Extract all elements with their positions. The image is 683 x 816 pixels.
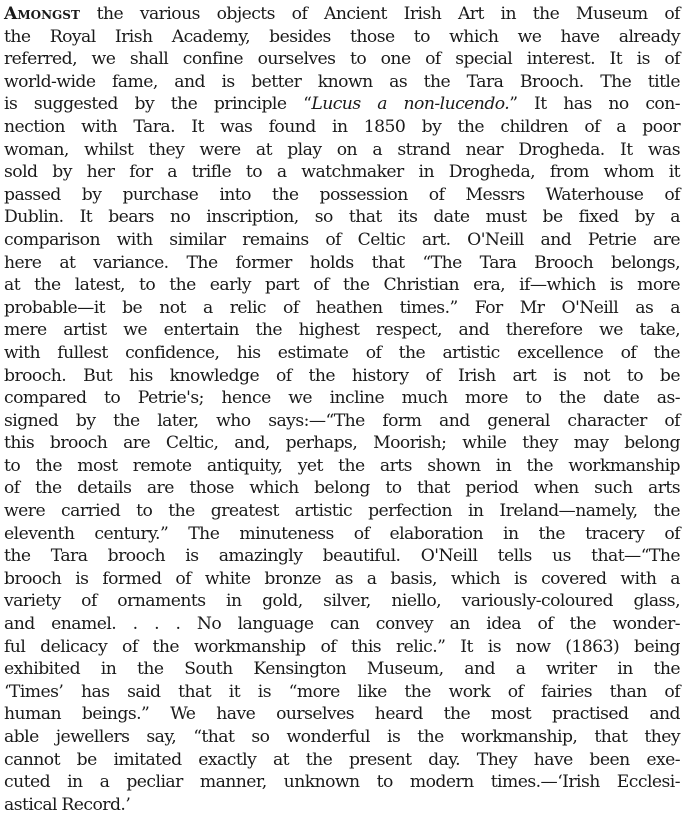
article-line xyxy=(4,3,680,26)
article-line: signed by the later, who says:—“The form and general character of xyxy=(4,410,680,431)
article-line: the Tara brooch is amazingly beautiful. O'Neill tells us that—“The xyxy=(4,546,680,567)
article-line: nection with Tara. It was found in 1850 by the children of a poor xyxy=(4,116,680,137)
article-line: compared to Petrie's; hence we incline much more to the date as- xyxy=(4,388,680,409)
article-line: probable—it be not a relic of heathen times.” For Mr O'Neill as a xyxy=(4,297,680,318)
line-text: ” It has no con- xyxy=(509,94,680,115)
article-line: Dublin. It bears no inscription, so that its date must be fixed by a xyxy=(4,207,680,228)
article-line: world-wide fame, and is better known as the Tara Brooch. The title xyxy=(4,71,680,92)
line-text: the various objects of Ancient Irish Art in the Museum of xyxy=(79,4,680,24)
article-line: comparison with similar remains of Celtic art. O'Neill and Petrie are xyxy=(4,229,680,250)
article-line xyxy=(4,93,680,116)
article-line: with fullest confidence, his estimate of the artistic excellence of the xyxy=(4,342,680,363)
article-line: to the most remote antiquity, yet the arts shown in the workmanship xyxy=(4,455,680,476)
article-line: this brooch are Celtic, and, perhaps, Moorish; while they may belong xyxy=(4,433,680,454)
article-line: the Royal Irish Academy, besides those to which we have already xyxy=(4,26,680,47)
article-line: woman, whilst they were at play on a strand near Drogheda. It was xyxy=(4,139,680,160)
article-column xyxy=(4,3,680,816)
article-line: cuted in a pecliar manner, unknown to modern times.—‘Irish Ecclesi- xyxy=(4,772,680,793)
line-text: is suggested by the principle “ xyxy=(4,94,312,115)
article-line: at the latest, to the early part of the Christian era, if—which is more xyxy=(4,275,680,296)
article-line: brooch. But his knowledge of the history of Irish art is not to be xyxy=(4,365,680,386)
article-line: astical Record.’ xyxy=(4,794,131,815)
article-line: able jewellers say, “that so wonderful is the workmanship, that they xyxy=(4,727,680,747)
article-line: exhibited in the South Kensington Museum, and a writer in the xyxy=(4,659,680,680)
article-line: eleventh century.” The minuteness of elaboration in the tracery of xyxy=(4,523,680,544)
article-line: variety of ornaments in gold, silver, niello, variously-coloured glass, xyxy=(4,591,680,612)
article-line: sold by her for a trifle to a watchmaker in Drogheda, from whom it xyxy=(4,162,680,183)
article-line: cannot be imitated exactly at the present day. They have been exe- xyxy=(4,749,680,770)
article-line: of the details are those which belong to that period when such arts xyxy=(4,478,680,499)
article-line: mere artist we entertain the highest respect, and therefore we take, xyxy=(4,320,680,341)
article-line: brooch is formed of white bronze as a basis, which is covered with a xyxy=(4,568,680,589)
latin-phrase: Lucus a non-lucendo. xyxy=(311,94,510,115)
article-line: and enamel. . . . No language can convey an idea of the wonder- xyxy=(4,614,680,635)
article-line: were carried to the greatest artistic perfection in Ireland—namely, the xyxy=(4,501,680,522)
article-line: human beings.” We have ourselves heard the most practised and xyxy=(4,704,680,725)
article-line: ful delicacy of the workmanship of this relic.” It is now (1863) being xyxy=(4,636,680,657)
lead-word: Amongst xyxy=(4,4,80,24)
article-line: here at variance. The former holds that “The Tara Brooch belongs, xyxy=(4,252,680,273)
article-line: referred, we shall confine ourselves to one of special interest. It is of xyxy=(4,49,680,70)
article-line: ‘Times’ has said that it is “more like the work of fairies than of xyxy=(4,681,680,702)
article-line: passed by purchase into the possession of Messrs Waterhouse of xyxy=(4,184,680,205)
